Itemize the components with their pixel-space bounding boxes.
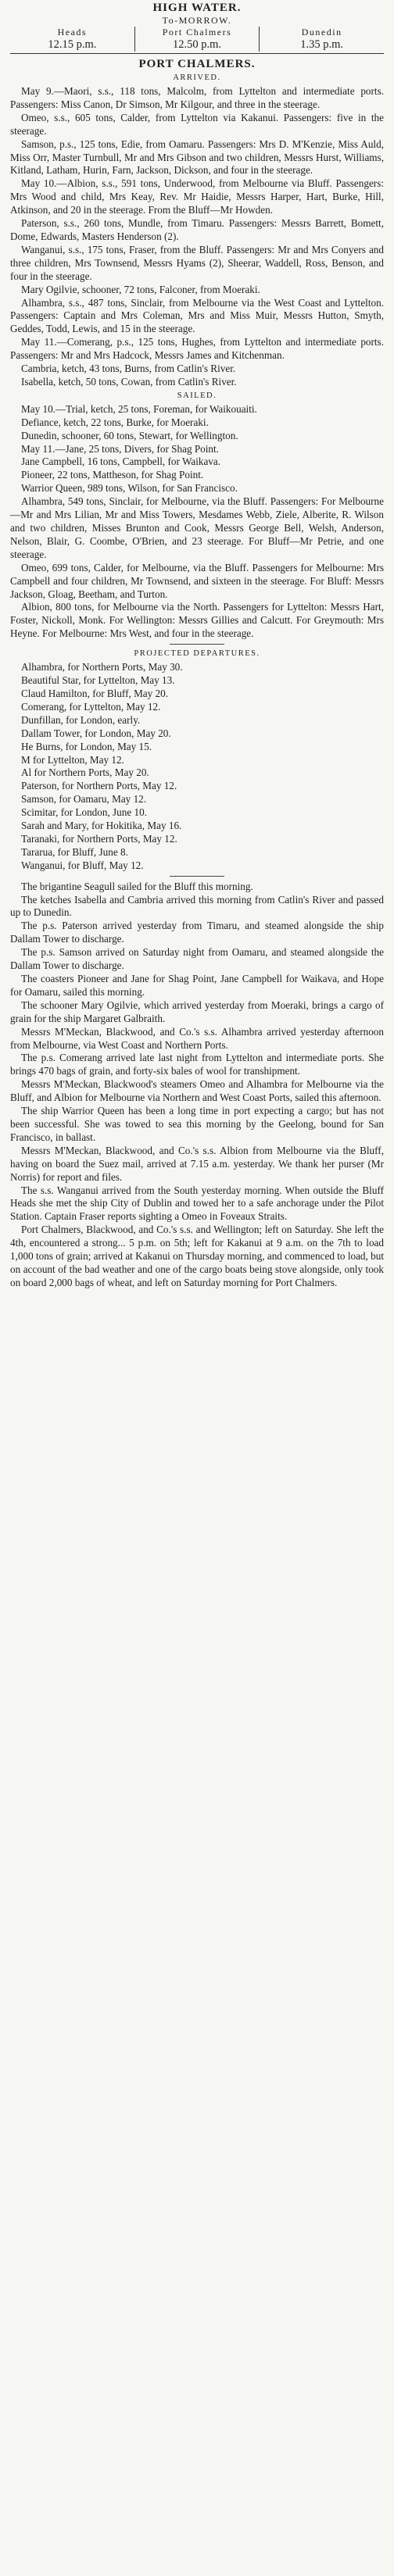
sailed-entry: Alhambra, 549 tons, Sinclair, for Melbourne, via the Bluff. Passengers: For Melbourne—Mr and Mrs Lilian, Mr and Miss Towers, Mesdames Webb, Ziele, Alberite, R. Wilson and two children, Misses Brunton and Cook, Messrs George Bell, Welsh, Anderson, Nelson, Blair, G. Coombe, O'Brien, and 23 steerage. For Bluff—Mr Petrie, and one steerage. <box>10 495 384 560</box>
section-divider <box>170 644 224 645</box>
high-water-title: HIGH WATER. <box>152 2 242 14</box>
arrived-entry: Samson, p.s., 125 tons, Edie, from Oamaru. Passengers: Mrs D. M'Kenzie, Miss Auld, Miss Orr, Master Turnbull, Mr and Mrs Gibson and two children, Messrs Hurst, Williams, Kitland, Latham, Hurin, Farn, Jackson, Dickson, and four in the steerage. <box>10 138 384 177</box>
news-paragraph: Port Chalmers, Blackwood, and Co.'s s.s. and Wellington; left on Saturday. She left the 4th, encountered a strong... 5 p.m. on 5th; left for Kakanui at 9 a.m. on the 7th to load 1,000 tons of grain; arrived at Kakanui on Thursday morning, and commenced to load, but on account of the bad weather and one of the cargo boats being stove alongside, only took on board 2,000 bags of wheat, and left on Saturday morning for Port Chalmers. <box>10 1224 384 1288</box>
departure-item: Dallam Tower, for London, May 20. <box>21 727 171 739</box>
departure-item: Samson, for Oamaru, May 12. <box>21 793 147 806</box>
arrived-entry: Isabella, ketch, 50 tons, Cowan, from Catlin's River. <box>21 375 237 388</box>
shipping-news <box>10 881 384 1290</box>
departure-item: Dunfillan, for London, early. <box>21 713 141 726</box>
departure-item: He Burns, for London, May 15. <box>21 740 152 752</box>
news-paragraph: The ship Warrior Queen has been a long time in port expecting a cargo; but has not been successful. She was towed to sea this morning by the Geelong, bound for San Francisco, in ballast. <box>10 1105 384 1143</box>
news-paragraph: Messrs M'Meckan, Blackwood, and Co.'s s.s. Alhambra arrived yesterday afternoon from Melbourne, via West Coast and Northern Ports. <box>10 1025 384 1051</box>
arrived-entry: Alhambra, s.s., 487 tons, Sinclair, from Melbourne via the West Coast and Lyttelton. Passengers: Captain and Mrs Coleman, Mrs and Miss Muir, Messrs Hutton, Smyth, Geddes, Todd, Lewis, and 15 in the steerage. <box>10 296 384 335</box>
tide-place: Port Chalmers <box>162 27 232 38</box>
departure-item: Alhambra, for Northern Ports, May 30. <box>21 661 183 673</box>
tide-time: 12.15 p.m. <box>48 38 97 51</box>
arrived-entry: Mary Ogilvie, schooner, 72 tons, Falconer, from Moeraki. <box>21 283 260 295</box>
sailed-entry: May 10.—Trial, ketch, 25 tons, Foreman, for Waikouaiti. <box>21 402 257 415</box>
news-paragraph: The ketches Isabella and Cambria arrived this morning from Catlin's River and passed up to Dunedin. <box>10 893 384 919</box>
high-water-subtitle: To-MORROW. <box>162 15 232 26</box>
sailed-list <box>10 403 384 641</box>
news-paragraph: Messrs M'Meckan, Blackwood, and Co.'s s.s. Albion from Melbourne via the Bluff, having on board the Suez mail, arrived at 7.15 a.m. yesterday. We thank her purser (Mr Norris) for report and files. <box>10 1144 384 1183</box>
arrived-heading: ARRIVED. <box>173 73 221 82</box>
arrived-entry: Cambria, ketch, 43 tons, Burns, from Catlin's River. <box>21 363 236 375</box>
arrived-entry: May 10.—Albion, s.s., 591 tons, Underwood, from Melbourne via Bluff. Passengers: Mrs Wood and child, Mrs Keay, Rev. Mr Haidie, Messrs Harper, Hart, Burke, Hill, Atkinson, and 20 in the steerage. From the Bluff—Mr Howden. <box>10 177 384 216</box>
port-chalmers-heading: PORT CHALMERS. <box>138 58 256 70</box>
news-paragraph: The schooner Mary Ogilvie, which arrived yesterday from Moeraki, brings a cargo of grain for the ship Margaret Galbraith. <box>10 999 384 1024</box>
arrived-entry: Paterson, s.s., 260 tons, Mundle, from Timaru. Passengers: Messrs Barrett, Bomett, Dome, Edwards, Masters Henderson (2). <box>10 217 384 242</box>
sailed-entry: Omeo, 699 tons, Calder, for Melbourne, via the Bluff. Passengers for Melbourne: Mrs Campbell and four children, Mr Townsend, and sixteen in the steerage. For Bluff: Messrs Jackson, Gloag, Beetham, and Turton. <box>10 561 384 600</box>
tide-place: Dunedin <box>301 27 342 38</box>
departure-item: Claud Hamilton, for Bluff, May 20. <box>21 687 169 699</box>
departure-item: Wanganui, for Bluff, May 12. <box>21 859 144 871</box>
news-paragraph: The s.s. Wanganui arrived from the South yesterday morning. When outside the Bluff Heads she met the ship City of Dublin and towed her to a safe anchorage under the Pilot Station. Captain Fraser reports sighting a Omeo in Foveaux Straits. <box>10 1184 384 1223</box>
news-paragraph: The p.s. Comerang arrived late last night from Lyttelton and intermediate ports. She brings 470 bags of grain, and forty-six bales of wool for transhipment. <box>10 1052 384 1077</box>
arrived-list <box>10 85 384 389</box>
sailed-entry: May 11.—Jane, 25 tons, Divers, for Shag Point. <box>21 442 219 455</box>
sailed-entry: Dunedin, schooner, 60 tons, Stewart, for Wellington. <box>21 429 238 441</box>
departure-item: Paterson, for Northern Ports, May 12. <box>21 780 177 792</box>
sailed-entry: Pioneer, 22 tons, Mattheson, for Shag Point. <box>21 469 204 481</box>
tide-table <box>10 27 384 54</box>
departure-item: Scimitar, for London, June 10. <box>21 806 147 819</box>
departure-item: Tararua, for Bluff, June 8. <box>21 845 128 858</box>
arrived-entry: May 9.—Maori, s.s., 118 tons, Malcolm, from Lyttelton and intermediate ports. Passengers: Miss Canon, Dr Simson, Mr Kilgour, and three in the steerage. <box>10 85 384 110</box>
departure-item: Taranaki, for Northern Ports, May 12. <box>21 832 177 845</box>
newspaper-column <box>10 0 384 1290</box>
departures-list <box>10 661 384 873</box>
departure-item: Sarah and Mary, for Hokitika, May 16. <box>21 820 182 832</box>
tide-time: 1.35 p.m. <box>300 38 344 51</box>
sailed-entry: Jane Campbell, 16 tons, Campbell, for Waikava. <box>21 456 221 468</box>
arrived-entry: Wanganui, s.s., 175 tons, Fraser, from the Bluff. Passengers: Mr and Mrs Conyers and three children, Mrs Townsend, Messrs Hyams (2), Sheerar, Waddell, Ross, Benson, and four in the steerage. <box>10 243 384 282</box>
departure-item: Al for Northern Ports, May 20. <box>21 766 149 779</box>
tide-place: Heads <box>57 27 88 38</box>
news-paragraph: Messrs M'Meckan, Blackwood's steamers Omeo and Alhambra for Melbourne via the Bluff, and Albion for Melbourne via Northern and West Coast Ports, sailed this afternoon. <box>10 1078 384 1104</box>
news-paragraph: The brigantine Seagull sailed for the Bluff this morning. <box>21 880 253 892</box>
departure-item: M for Lyttelton, May 12. <box>21 753 124 766</box>
news-paragraph: The coasters Pioneer and Jane for Shag Point, Jane Campbell for Waikava, and Hope for Oamaru, sailed this morning. <box>10 973 384 998</box>
section-divider <box>170 876 224 877</box>
departure-item: Comerang, for Lyttelton, May 12. <box>21 700 161 713</box>
departures-heading: PROJECTED DEPARTURES. <box>134 649 260 659</box>
departure-item: Beautiful Star, for Lyttelton, May 13. <box>21 674 175 687</box>
tide-heads <box>10 27 134 52</box>
arrived-entry: Omeo, s.s., 605 tons, Calder, from Lyttelton via Kakanui. Passengers: five in the steerage. <box>10 111 384 137</box>
tide-dunedin <box>259 27 384 52</box>
arrived-entry: May 11.—Comerang, p.s., 125 tons, Hughes, from Lyttelton and intermediate ports. Passengers: Mr and Mrs Hadcock, Messrs James and Kitchenman. <box>10 336 384 362</box>
news-paragraph: The p.s. Samson arrived on Saturday night from Oamaru, and steamed alongside the Dallam Tower to discharge. <box>10 946 384 972</box>
sailed-entry: Defiance, ketch, 22 tons, Burke, for Moeraki. <box>21 416 209 428</box>
news-paragraph: The p.s. Paterson arrived yesterday from Timaru, and steamed alongside the ship Dallam Tower to discharge. <box>10 920 384 945</box>
sailed-heading: SAILED. <box>177 391 217 400</box>
tide-time: 12.50 p.m. <box>172 38 222 51</box>
sailed-entry: Warrior Queen, 989 tons, Wilson, for San Francisco. <box>21 482 238 495</box>
tide-port-chalmers <box>134 27 260 52</box>
sailed-entry: Albion, 800 tons, for Melbourne via the North. Passengers for Lyttelton: Messrs Hart, Foster, Nickoll, Monk. For Wellington: Messrs Gillies and Calcutt. For Greymouth: Mrs Heyne. For Melbourne: Mrs West, and four in the steerage. <box>10 601 384 640</box>
